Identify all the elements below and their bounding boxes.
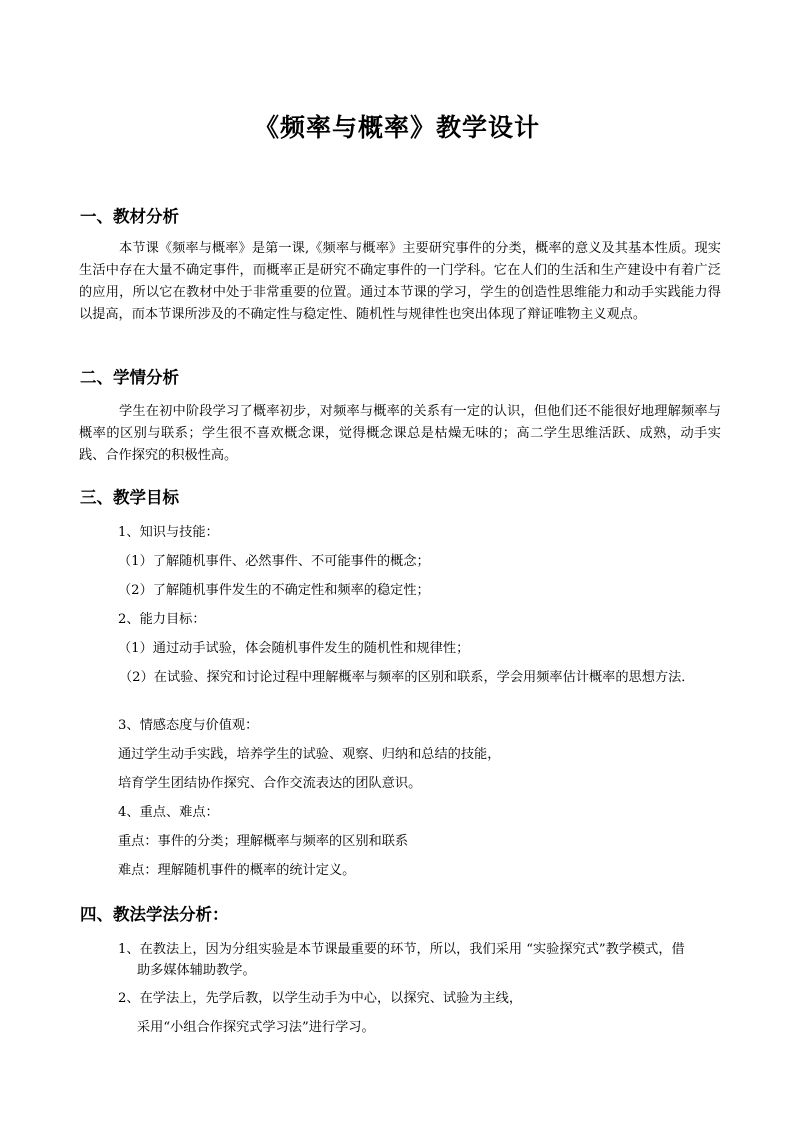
method-line: 1、在教法上，因为分组实验是本节课最重要的环节，所以，我们采用 “实验探究式”教学模式，借 [118,942,685,957]
objective-line: （2）在试验、探究和讨论过程中理解概率与频率的区别和联系，学会用频率估计概率的思想方法． [119,670,695,685]
objective-line: （1）通过动手试验，体会随机事件发生的随机性和规律性； [118,641,470,656]
section-heading-teaching-objectives: 三、教学目标 [80,488,179,507]
objective-line: 培育学生团结协作探究、合作交流表达的团队意识。 [118,776,422,791]
objective-line: 难点：理解随机事件的概率的统计定义。 [118,863,356,878]
objective-line: （2）了解随机事件发生的不确定性和频率的稳定性； [118,583,430,598]
section-heading-method-analysis: 四、教法学法分析： [80,905,229,924]
objective-line: 1、知识与技能： [118,525,219,540]
section-heading-textbook-analysis: 一、教材分析 [80,207,179,226]
method-line: 采用“小组合作探究式学习法”进行学习。 [137,1020,375,1035]
section-heading-student-analysis: 二、学情分析 [80,368,179,387]
objective-line: 2、能力目标： [118,612,206,627]
method-line: 助多媒体辅助教学。 [137,963,256,978]
section-paragraph-student-analysis: 学生在初中阶段学习了概率初步，对频率与概率的关系有一定的认识，但他们还不能很好地理解频率与概率的区别与联系；学生很不喜欢概念课，觉得概念课总是枯燥无味的；高二学生思维活跃、成熟，动手实践、合作探究的积极性高。 [79,404,721,463]
section-paragraph-textbook-analysis: 本节课《频率与概率》是第一课,《频率与概率》主要研究事件的分类，概率的意义及其基本性质。现实生活中存在大量不确定事件，而概率正是研究不确定事件的一门学科。它在人们的生活和生产建设中有着广泛的应用，所以它在教材中处于非常重要的位置。通过本节课的学习，学生的创造性思维能力和动手实践能力得以提高，而本节课所涉及的不确定性与稳定性、随机性与规律性也突出体现了辩证唯物主义观点。 [79,241,721,322]
objective-line: （1）了解随机事件、必然事件、不可能事件的概念； [118,554,430,569]
method-line: 2、在学法上，先学后教，以学生动手为中心，以探究、试验为主线， [118,991,523,1006]
objective-line: 4、重点、难点： [118,805,219,820]
objective-line: 3、情感态度与价值观： [118,718,259,733]
objective-line: 重点：事件的分类；理解概率与频率的区别和联系 [118,834,409,849]
document-title: 《频率与概率》教学设计 [253,113,540,142]
objective-line: 通过学生动手实践，培养学生的试验、观察、归纳和总结的技能， [118,747,501,762]
